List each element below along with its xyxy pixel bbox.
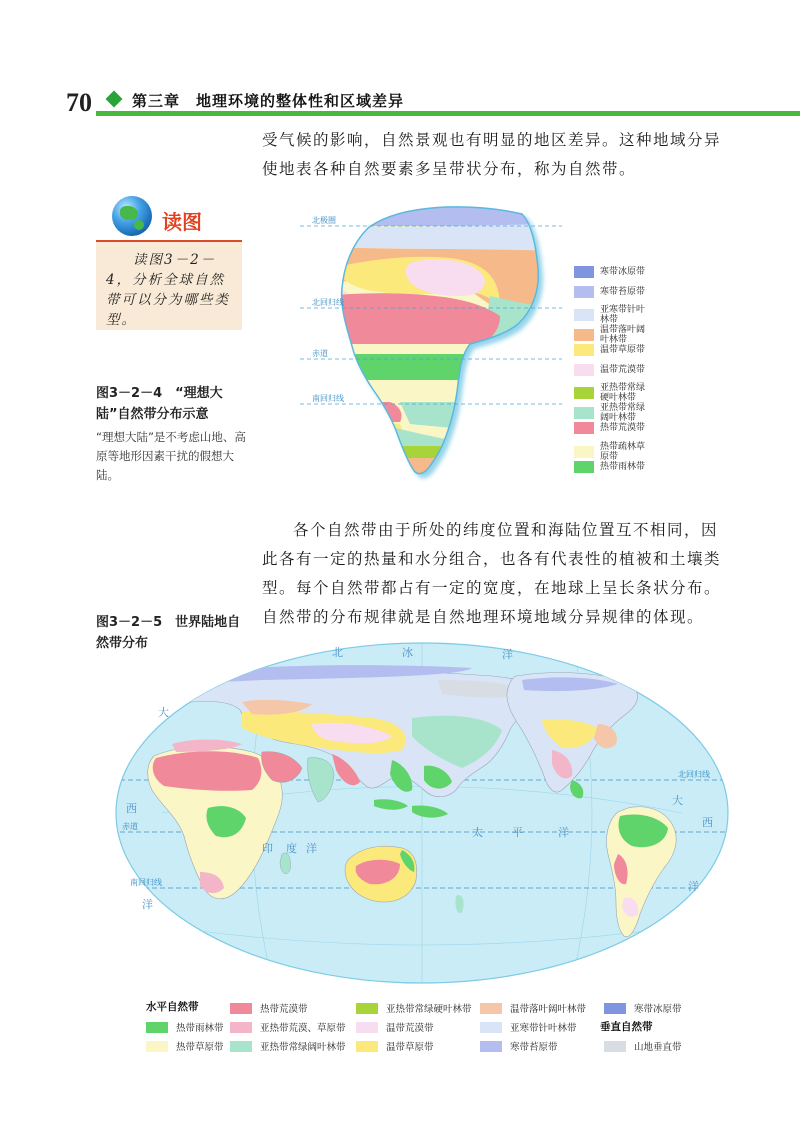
ocean-label: 洋: [142, 898, 153, 911]
legend-swatch: [356, 1041, 378, 1052]
legend-label: 山地垂直带: [634, 1042, 682, 1053]
world-legend-item: [604, 1039, 682, 1053]
legend-swatch: [574, 286, 594, 298]
ideal-legend-item: [574, 344, 645, 356]
ocean-label: 太: [472, 826, 483, 839]
legend-label: 温带荒漠带: [600, 364, 646, 375]
ideal-legend-item: [574, 461, 645, 473]
continent-zones: [300, 196, 562, 490]
ideal-legend-item: [574, 442, 648, 462]
legend-label: 亚热带常绿阔叶林带: [260, 1042, 346, 1053]
legend-swatch: [574, 266, 594, 278]
ocean-label: 北: [332, 646, 343, 659]
figure-caption-ideal-continent: 图3－2－4 “理想大陆”自然带分布示意: [96, 386, 223, 422]
ideal-continent-diagram: [300, 196, 562, 490]
figure-caption-world-map: 图3－2－5 世界陆地自然带分布: [96, 615, 241, 651]
legend-swatch: [356, 1003, 378, 1014]
globe-land-shape: [134, 220, 144, 230]
paragraph-natural-zones: 各个自然带由于所处的纬度位置和海陆位置互不相同，因此各有一定的热量和水分组合，也各有代表性的植被和土壤类型。每个自然带都占有一定的宽度，在地球上呈长条状分布。自然带的分布规律就是自然地理环境地域分异规律的体现。: [262, 521, 722, 626]
ideal-legend-item: [574, 286, 645, 298]
ideal-legend-item: [574, 383, 648, 403]
read-map-note-box: [96, 240, 242, 330]
ocean-label: 西: [702, 816, 713, 829]
globe-land-shape: [120, 206, 138, 220]
ocean-label: 洋: [502, 648, 513, 661]
world-legend-item: [356, 1020, 434, 1034]
world-natural-zone-map: [112, 640, 732, 986]
ocean-label: 洋: [558, 826, 569, 839]
read-map-label: 读图: [162, 210, 202, 234]
legend-label: 热带荒漠带: [260, 1004, 308, 1015]
legend-swatch: [480, 1041, 502, 1052]
legend-swatch: [574, 422, 594, 434]
legend-swatch: [146, 1022, 168, 1033]
ideal-legend-item: [574, 325, 648, 345]
read-map-note: 读图3－2－4，分析全球自然带可以分为哪些类型。: [106, 252, 230, 328]
legend-swatch: [230, 1003, 252, 1014]
ideal-legend-item: [574, 364, 645, 376]
legend-label: 亚热带荒漠、草原带: [260, 1023, 346, 1034]
world-legend-item: [230, 1001, 308, 1015]
legend-swatch: [356, 1022, 378, 1033]
legend-swatch: [230, 1022, 252, 1033]
ideal-legend-item: [574, 403, 648, 423]
legend-swatch: [574, 387, 594, 399]
world-legend-item: [230, 1039, 346, 1053]
legend-label: 热带草原带: [176, 1042, 224, 1053]
map-lat-label: 赤道: [122, 822, 138, 831]
legend-label: 亚热带常绿硬叶林带: [600, 383, 646, 403]
ideal-legend-item: [574, 266, 645, 278]
legend-label: 温带荒漠带: [386, 1023, 434, 1034]
ideal-legend-item: [574, 305, 648, 325]
ocean-label: 大: [672, 794, 683, 807]
ocean-label: 度: [286, 842, 297, 855]
legend-swatch: [574, 309, 594, 321]
legend-swatch: [574, 364, 594, 376]
world-legend-item: [480, 1039, 558, 1053]
legend-swatch: [230, 1041, 252, 1052]
page-number: 70: [66, 88, 92, 117]
legend-label: 亚寒带针叶林带: [510, 1023, 577, 1034]
legend-header-horizontal: 水平自然带: [146, 1001, 199, 1013]
legend-swatch: [604, 1003, 626, 1014]
legend-label: 热带疏林草原带: [600, 441, 646, 462]
chapter-title: 第三章 地理环境的整体性和区域差异: [132, 92, 405, 110]
world-legend-item: [146, 1020, 224, 1034]
map-lat-label: 南回归线: [130, 878, 162, 887]
legend-label: 温带草原带: [386, 1042, 434, 1053]
legend-label: 温带草原带: [600, 345, 646, 355]
paragraph-intro: 受气候的影响，自然景观也有明显的地区差异。这种地域分异使地表各种自然要素多呈带状分布，称为自然带。: [262, 131, 722, 178]
figure-note-ideal-continent: “理想大陆”是不考虑山地、高原等地形因素干扰的假想大陆。: [96, 430, 246, 482]
map-lat-label: 北回归线: [678, 770, 710, 779]
legend-label: 寒带冰原带: [634, 1004, 682, 1015]
world-legend-item: [480, 1020, 577, 1034]
ideal-legend-item: [574, 422, 645, 434]
ocean-label: 洋: [688, 880, 699, 893]
world-legend-item: [356, 1039, 434, 1053]
ocean-label: 印: [262, 842, 273, 855]
legend-label: 亚热带常绿硬叶林带: [386, 1004, 472, 1015]
ocean-label: 大: [158, 706, 169, 719]
ocean-label: 西: [126, 802, 137, 815]
lat-label: 赤道: [312, 349, 328, 358]
lat-label: 北极圈: [312, 216, 336, 225]
legend-swatch: [574, 329, 594, 341]
world-legend-item: [480, 1001, 586, 1015]
legend-label: 热带雨林带: [176, 1023, 224, 1034]
header-rule: [96, 111, 800, 116]
world-legend-item: [230, 1020, 346, 1034]
legend-label: 寒带冰原带: [600, 267, 646, 277]
legend-swatch: [480, 1003, 502, 1014]
lat-label: 北回归线: [312, 298, 344, 307]
legend-label: 寒带苔原带: [510, 1042, 558, 1053]
ocean-label: 洋: [306, 842, 317, 855]
legend-swatch: [574, 461, 594, 473]
legend-label: 温带落叶阔叶林带: [510, 1004, 587, 1015]
world-legend-item: [356, 1001, 472, 1015]
legend-swatch: [574, 407, 594, 419]
legend-label: 温带落叶阔叶林带: [600, 324, 646, 345]
legend-label: 亚热带常绿阔叶林带: [600, 402, 646, 423]
ocean-label: 平: [512, 826, 523, 839]
legend-label: 热带雨林带: [600, 462, 646, 472]
lat-label: 南回归线: [312, 394, 344, 403]
world-legend-item: [146, 1039, 224, 1053]
legend-swatch: [480, 1022, 502, 1033]
legend-swatch: [146, 1041, 168, 1052]
legend-label: 寒带苔原带: [600, 286, 646, 297]
legend-label: 热带荒漠带: [600, 423, 646, 433]
legend-header-vertical: 垂直自然带: [600, 1021, 653, 1033]
ocean-label: 冰: [402, 646, 413, 659]
legend-label: 亚寒带针叶林带: [600, 305, 646, 325]
world-legend-item: [604, 1001, 682, 1015]
legend-swatch: [574, 344, 594, 356]
legend-swatch: [574, 446, 594, 458]
chapter-diamond-icon: [106, 91, 123, 108]
legend-swatch: [604, 1041, 626, 1052]
